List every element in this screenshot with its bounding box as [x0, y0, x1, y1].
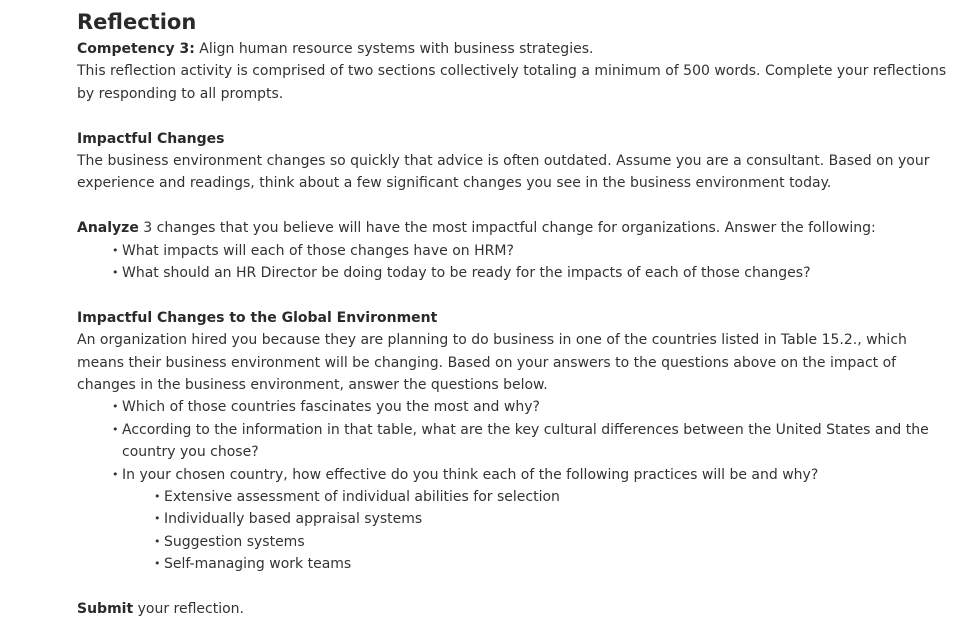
competency-label: Competency 3: — [77, 41, 195, 57]
practices-sub-list — [77, 486, 947, 576]
submit-text: your reflection. — [133, 601, 244, 618]
submit-line — [77, 598, 947, 620]
analyze-line — [77, 217, 947, 239]
impactful-changes-body: The business environment changes so quickly that advice is often outdated. Assume you are a consultant. Based on your experience and readings, think about a few significant changes you see in the business environment today. — [77, 153, 930, 192]
list-item: • Self-managing work teams — [77, 553, 947, 575]
section-heading-impactful-changes: Impactful Changes — [77, 130, 225, 147]
list-item: • Which of those countries fascinates you the most and why? — [77, 396, 947, 418]
intro-paragraph: This reflection activity is comprised of two sections collectively totaling a minimum of 500 words. Complete your reflections by responding to all prompts. — [77, 63, 947, 102]
list-item: • In your chosen country, how effective do you think each of the following practices will be and why? — [77, 464, 947, 486]
submit-label: Submit — [77, 601, 134, 618]
list-item: • What should an HR Director be doing today to be ready for the impacts of each of those changes? — [77, 262, 947, 284]
competency-text: Align human resource systems with business strategies. — [194, 41, 594, 57]
list-item: • Individually based appraisal systems — [77, 508, 947, 530]
page-title: Reflection — [77, 10, 197, 34]
analyze-text: 3 changes that you believe will have the most impactful change for organizations. Answer the following: — [138, 220, 876, 237]
list-item: • What impacts will each of those changes have on HRM? — [77, 240, 947, 262]
analyze-bullet-list — [77, 240, 947, 285]
list-item: • Extensive assessment of individual abilities for selection — [77, 486, 947, 508]
list-item: • Suggestion systems — [77, 531, 947, 553]
section-heading-global-environment: Impactful Changes to the Global Environment — [77, 309, 438, 326]
global-bullet-list — [77, 396, 947, 486]
analyze-label: Analyze — [77, 220, 139, 237]
competency-line — [77, 38, 947, 60]
reflection-content — [77, 6, 947, 621]
list-item: • According to the information in that table, what are the key cultural differences between the United States and the country you chose? — [77, 419, 947, 464]
global-environment-body: An organization hired you because they are planning to do business in one of the countries listed in Table 15.2., which means their business environment will be changing. Based on your answers to the questions above on the impact of changes in the business environment, answer the questions below. — [77, 332, 907, 394]
